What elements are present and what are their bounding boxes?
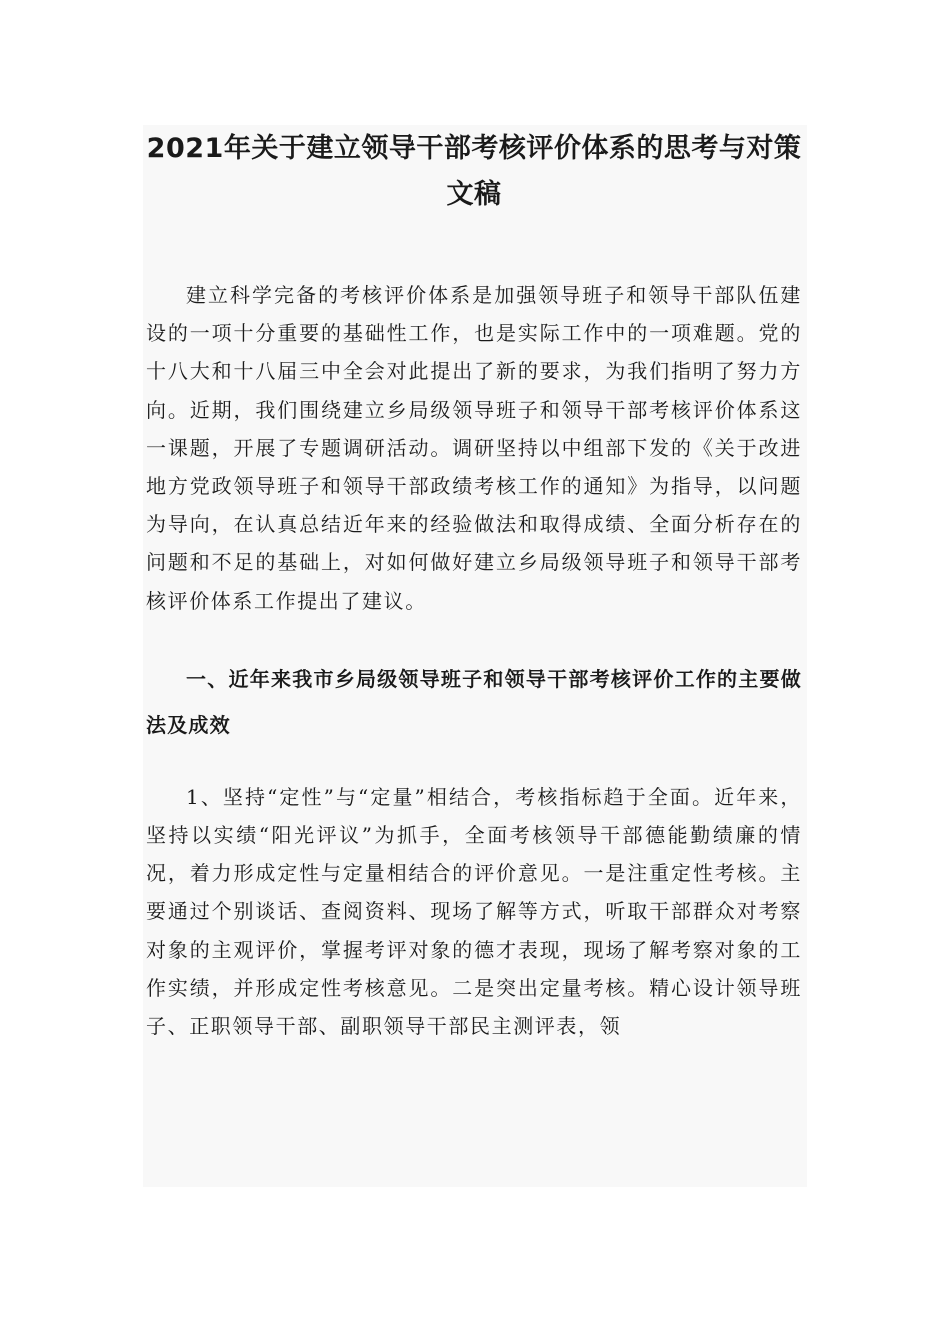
document-body: [146, 126, 802, 1045]
section-heading: 一、近年来我市乡局级领导班子和领导干部考核评价工作的主要做法及成效: [146, 666, 802, 737]
intro-paragraph: 建立科学完备的考核评价体系是加强领导班子和领导干部队伍建设的一项十分重要的基础性工作，也是实际工作中的一项难题。党的十八大和十八届三中全会对此提出了新的要求，为我们指明了努力方向。近期，我们围绕建立乡局级领导班子和领导干部考核评价体系这一课题，开展了专题调研活动。调研坚持以中组部下发的《关于改进地方党政领导班子和领导干部政绩考核工作的通知》为指导，以问题为导向，在认真总结近年来的经验做法和取得成绩、全面分析存在的问题和不足的基础上，对如何做好建立乡局级领导班子和领导干部考核评价体系工作提出了建议。: [146, 283, 802, 613]
document-title: 2021年关于建立领导干部考核评价体系的思考与对策文稿: [146, 133, 802, 210]
section-paragraph: 1、坚持“定性”与“定量”相结合，考核指标趋于全面。近年来，坚持以实绩“阳光评议”为抓手，全面考核领导干部德能勤绩廉的情况，着力形成定性与定量相结合的评价意见。一是注重定性考核。主要通过个别谈话、查阅资料、现场了解等方式，听取干部群众对考察对象的主观评价，掌握考评对象的德才表现，现场了解考察对象的工作实绩，并形成定性考核意见。二是突出定量考核。精心设计领导班子、正职领导干部、副职领导干部民主测评表，领: [146, 784, 802, 1039]
